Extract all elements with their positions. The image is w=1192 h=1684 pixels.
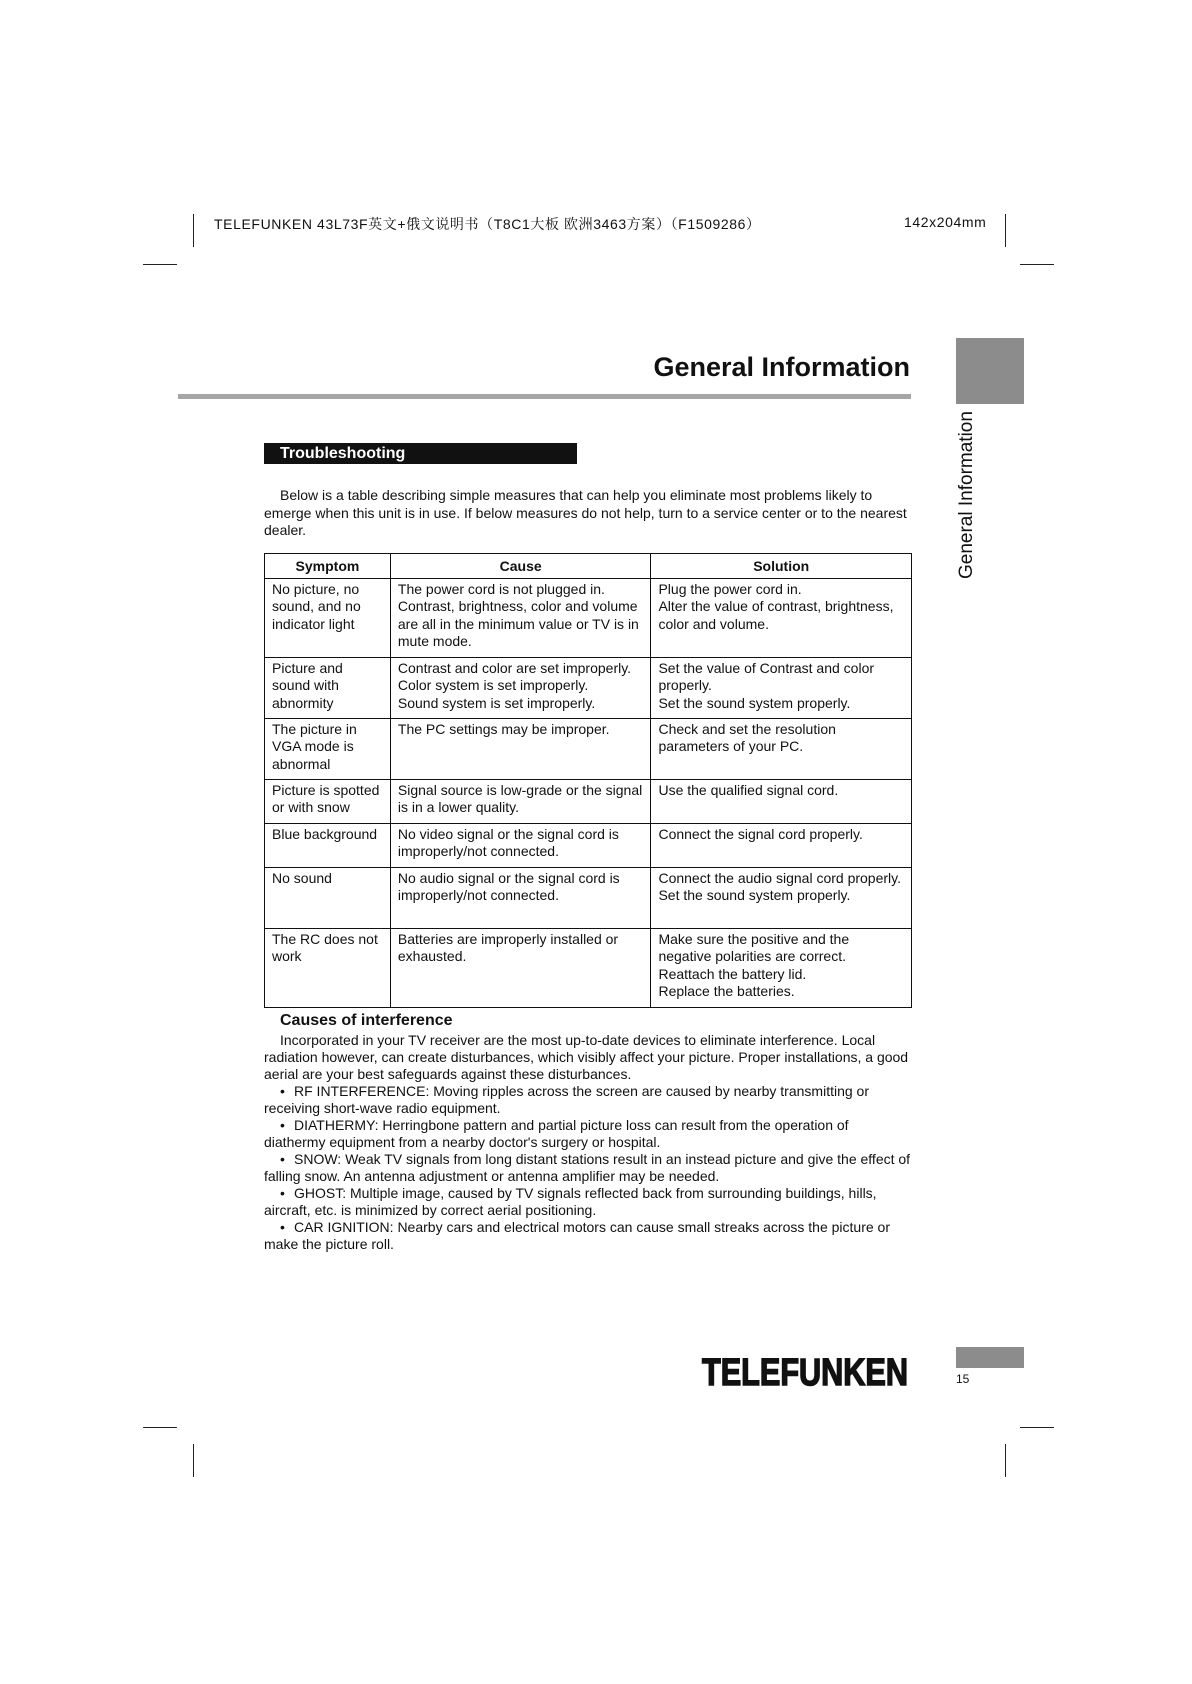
interference-intro: Incorporated in your TV receiver are the most up-to-date devices to eliminate interference. Local radiation however, can create disturbances, which visibly affect your picture. Proper installations, a good aerial are your best safeguards against these disturbances.	[264, 1032, 909, 1082]
table-row	[265, 867, 912, 928]
crop-mark-top-right	[1005, 214, 1006, 247]
cause-line: Color system is set improperly.	[397, 677, 589, 693]
page-number: 15	[956, 1372, 970, 1386]
cause-cell	[390, 779, 651, 823]
crop-mark-left-upper	[143, 264, 177, 265]
side-section-label: General Information	[956, 411, 977, 579]
solution-line: Set the sound system properly.	[658, 887, 851, 903]
cause-line: Contrast and color are set improperly.	[397, 659, 632, 676]
solution-cell	[651, 928, 912, 1007]
cause-line: Batteries are improperly installed or exhausted.	[397, 930, 619, 964]
solution-line: Plug the power cord in.	[658, 580, 802, 597]
page-number-tab	[956, 1347, 1024, 1368]
list-item-text: DIATHERMY: Herringbone pattern and partial picture loss can result from the operation of diathermy equipment from a nearby doctor's surgery or hospital.	[264, 1117, 849, 1150]
solution-cell	[651, 779, 912, 823]
crop-mark-left-lower	[143, 1427, 177, 1428]
column-header-symptom: Symptom	[265, 554, 391, 579]
crop-mark-bottom-right	[1005, 1444, 1006, 1477]
cause-line: Contrast, brightness, color and volume are all in the minimum value or TV is in mute mode.	[397, 598, 639, 649]
table-row	[265, 823, 912, 867]
list-item	[264, 1185, 912, 1219]
symptom-cell: Picture is spotted or with snow	[265, 779, 391, 823]
cause-cell	[390, 823, 651, 867]
cause-line: Signal source is low-grade or the signal is in a lower quality.	[397, 781, 643, 815]
solution-cell	[651, 823, 912, 867]
symptom-cell: Picture and sound with abnormity	[265, 657, 391, 718]
solution-line: Alter the value of contrast, brightness, color and volume.	[658, 598, 894, 632]
solution-cell	[651, 718, 912, 779]
list-item-text: RF INTERFERENCE: Moving ripples across the screen are caused by nearby transmitting or receiving short-wave radio equipment.	[264, 1083, 869, 1116]
solution-cell	[651, 867, 912, 928]
crop-mark-top-left	[193, 214, 194, 247]
logo-wordmark: TELEFUNKEN	[702, 1352, 908, 1394]
cause-line: The PC settings may be improper.	[397, 720, 610, 737]
telefunken-logo	[702, 1352, 910, 1392]
solution-line: Connect the audio signal cord properly.	[658, 869, 902, 886]
page-title: General Information	[653, 352, 910, 382]
symptom-cell: The RC does not work	[265, 928, 391, 1007]
crop-mark-right-upper	[1020, 264, 1054, 265]
cause-cell	[390, 867, 651, 928]
crop-mark-bottom-left	[193, 1444, 194, 1477]
solution-line: Make sure the positive and the negative polarities are correct.	[658, 930, 850, 964]
bullet-icon: •	[280, 1185, 285, 1201]
bullet-icon: •	[280, 1151, 285, 1167]
cause-line: No video signal or the signal cord is improperly/not connected.	[397, 825, 619, 859]
solution-line: Connect the signal cord properly.	[658, 825, 863, 842]
table-row	[265, 657, 912, 718]
table-header-row	[265, 554, 912, 579]
bullet-icon: •	[280, 1219, 285, 1235]
bullet-icon: •	[280, 1117, 285, 1133]
table-row	[265, 928, 912, 1007]
solution-line: Set the sound system properly.	[658, 694, 851, 711]
side-tab-marker	[956, 338, 1024, 404]
cause-cell	[390, 578, 651, 657]
troubleshooting-intro: Below is a table describing simple measures that can help you eliminate most problems likely to emerge when this unit is in use. If below measures do not help, turn to a service center or to the nearest dealer.	[264, 487, 907, 538]
solution-line: Check and set the resolution parameters of your PC.	[658, 720, 836, 754]
interference-section	[264, 1032, 912, 1253]
column-header-cause: Cause	[390, 554, 651, 579]
table-row	[265, 779, 912, 823]
interference-heading: Causes of interference	[280, 1012, 453, 1029]
list-item	[264, 1219, 912, 1253]
symptom-cell: No picture, no sound, and no indicator light	[265, 578, 391, 657]
symptom-cell: Blue background	[265, 823, 391, 867]
list-item	[264, 1117, 912, 1151]
solution-line: Reattach the battery lid.	[658, 965, 807, 982]
cause-cell	[390, 718, 651, 779]
table-row	[265, 718, 912, 779]
cause-line: No audio signal or the signal cord is improperly/not connected.	[397, 869, 620, 903]
print-header-size: 142x204mm	[904, 214, 987, 230]
list-item	[264, 1151, 912, 1185]
bullet-icon: •	[280, 1083, 285, 1099]
list-item	[264, 1083, 912, 1117]
print-header-job: TELEFUNKEN 43L73F英文+俄文说明书（T8C1大板 欧洲3463方案）（F1509286）	[214, 216, 761, 232]
cause-line: The power cord is not plugged in.	[397, 580, 605, 597]
list-item-text: CAR IGNITION: Nearby cars and electrical motors can cause small streaks across the picture or make the picture roll.	[264, 1219, 890, 1252]
column-header-solution: Solution	[651, 554, 912, 579]
solution-line: Replace the batteries.	[658, 983, 795, 999]
cause-line: Sound system is set improperly.	[397, 694, 596, 711]
cause-cell	[390, 928, 651, 1007]
list-item-text: SNOW: Weak TV signals from long distant stations result in an instead picture and give the effect of falling snow. An antenna adjustment or antenna amplifier may be needed.	[264, 1151, 911, 1184]
crop-mark-right-lower	[1020, 1427, 1054, 1428]
troubleshooting-heading: Troubleshooting	[264, 443, 577, 464]
solution-line: Use the qualified signal cord.	[658, 781, 839, 798]
symptom-cell: The picture in VGA mode is abnormal	[265, 718, 391, 779]
title-rule	[178, 394, 911, 399]
list-item-text: GHOST: Multiple image, caused by TV signals reflected back from surrounding buildings, hills, aircraft, etc. is minimized by correct aerial positioning.	[264, 1185, 877, 1218]
cause-cell	[390, 657, 651, 718]
symptom-cell: No sound	[265, 867, 391, 928]
solution-line: Set the value of Contrast and color properly.	[658, 659, 875, 693]
troubleshooting-table	[264, 553, 912, 1008]
solution-cell	[651, 578, 912, 657]
table-row	[265, 578, 912, 657]
solution-cell	[651, 657, 912, 718]
